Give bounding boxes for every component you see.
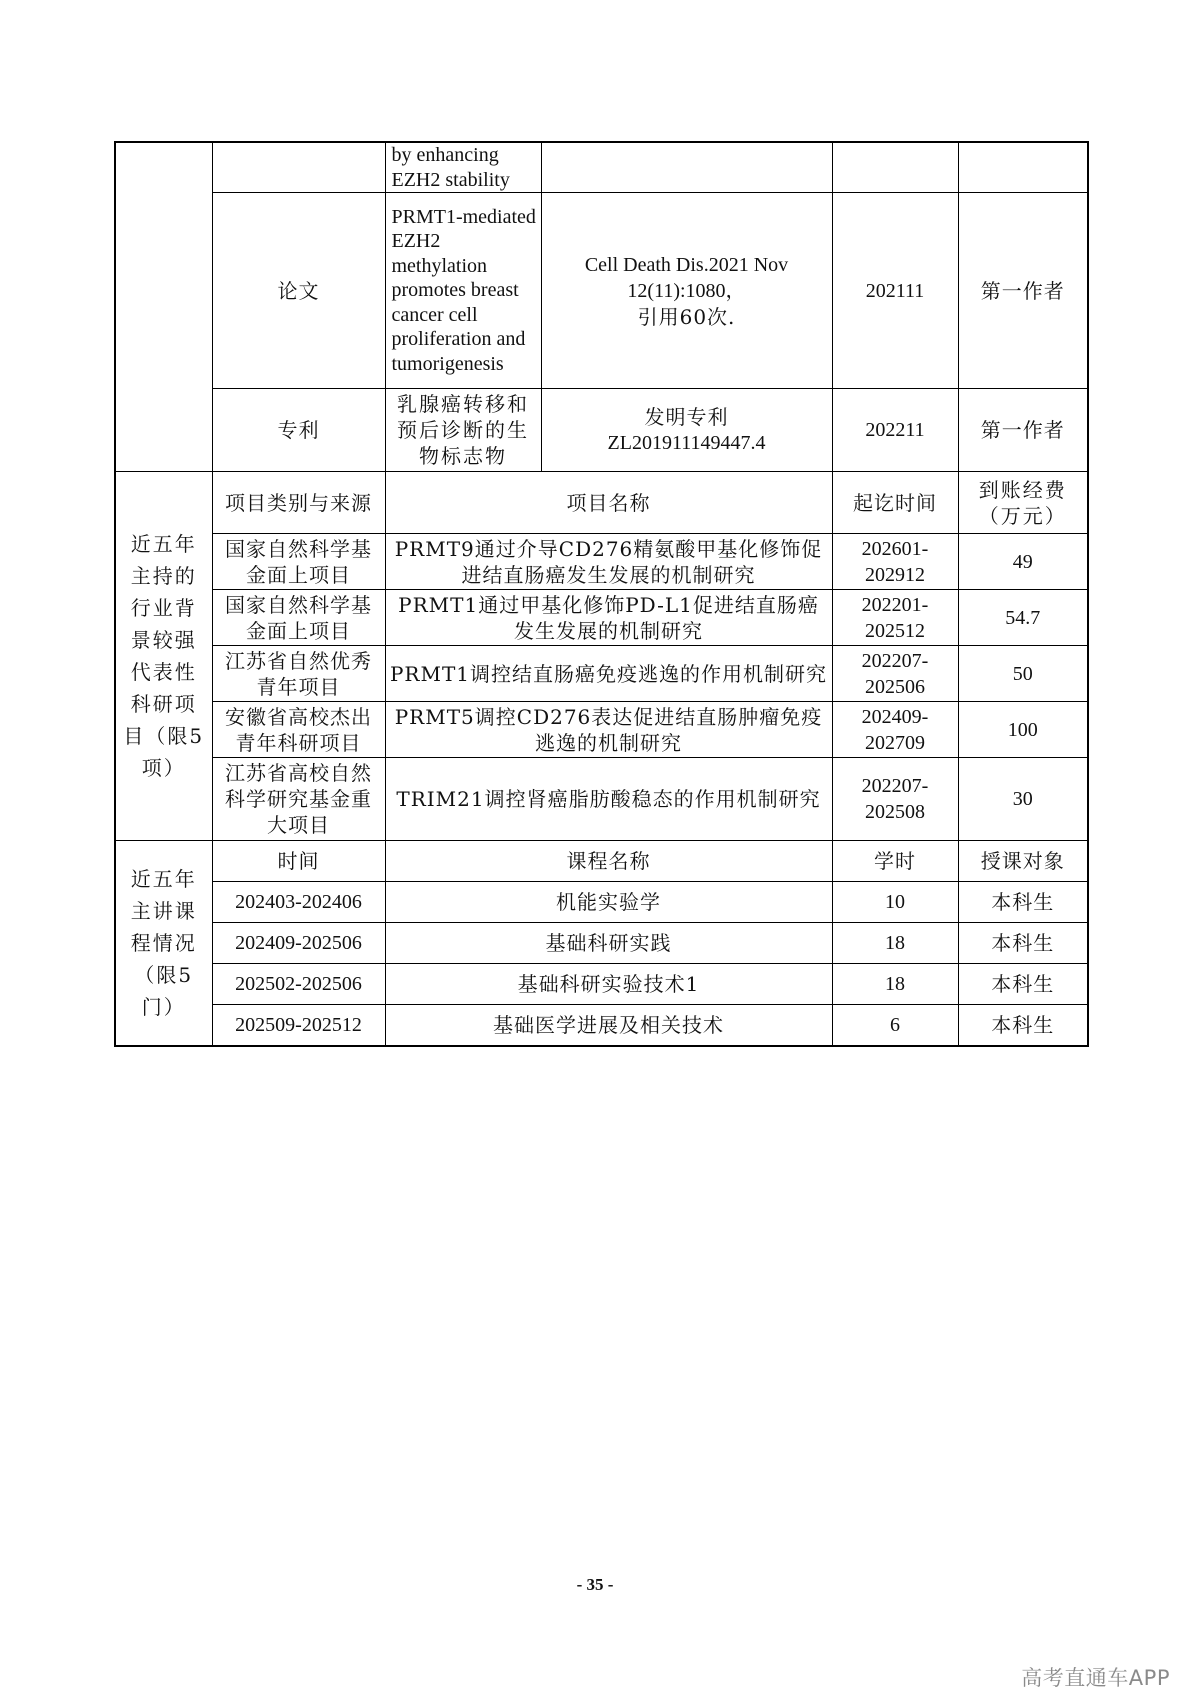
course-row	[115, 1005, 1088, 1046]
project-funding: 100	[958, 702, 1088, 758]
achievement-section-label	[115, 142, 212, 472]
projects-header-row	[115, 472, 1088, 534]
project-period: 202409-202709	[832, 702, 958, 758]
course-audience: 本科生	[958, 882, 1088, 923]
achievement-date: 202111	[832, 193, 958, 389]
header-period: 起讫时间	[832, 472, 958, 534]
course-time: 202403-202406	[212, 882, 385, 923]
achievement-source	[541, 142, 832, 193]
course-row	[115, 923, 1088, 964]
project-row	[115, 702, 1088, 758]
project-name: PRMT5调控CD276表达促进结直肠肿瘤免疫逃逸的机制研究	[385, 702, 832, 758]
course-hours: 18	[832, 964, 958, 1005]
header-audience: 授课对象	[958, 841, 1088, 882]
project-category: 江苏省自然优秀青年项目	[212, 646, 385, 702]
courses-header-row	[115, 841, 1088, 882]
achievement-row	[115, 142, 1088, 193]
page-number: - 35 -	[576, 1575, 614, 1594]
achievement-source-line: ZL201911149447.4	[607, 432, 766, 454]
course-name: 基础科研实践	[385, 923, 832, 964]
course-audience: 本科生	[958, 1005, 1088, 1046]
course-row	[115, 964, 1088, 1005]
achievement-type: 专利	[212, 389, 385, 472]
courses-section-label: 近五年主讲课程情况（限5门）	[115, 841, 212, 1046]
header-course-name: 课程名称	[385, 841, 832, 882]
course-audience: 本科生	[958, 923, 1088, 964]
course-time: 202409-202506	[212, 923, 385, 964]
watermark: 高考直通车APP	[1021, 1666, 1170, 1690]
header-funding: 到账经费（万元）	[958, 472, 1088, 534]
project-funding: 54.7	[958, 590, 1088, 646]
project-row	[115, 590, 1088, 646]
project-row	[115, 758, 1088, 841]
project-funding: 49	[958, 534, 1088, 590]
achievement-role	[958, 142, 1088, 193]
achievement-type: 论文	[212, 193, 385, 389]
header-project-name: 项目名称	[385, 472, 832, 534]
achievement-source-line: 引用60次.	[637, 304, 736, 329]
achievement-title: 乳腺癌转移和预后诊断的生物标志物	[385, 389, 541, 472]
achievement-source-line: 发明专利	[644, 405, 729, 429]
course-name: 基础科研实验技术1	[385, 964, 832, 1005]
info-table	[114, 141, 1089, 1047]
achievement-title: by enhancing EZH2 stability	[385, 142, 541, 193]
course-audience: 本科生	[958, 964, 1088, 1005]
achievement-source	[541, 193, 832, 389]
project-period: 202601-202912	[832, 534, 958, 590]
project-period: 202207-202506	[832, 646, 958, 702]
project-category: 安徽省高校杰出青年科研项目	[212, 702, 385, 758]
achievement-source-line: 12(11):1080，	[627, 279, 746, 302]
project-row	[115, 646, 1088, 702]
achievement-role: 第一作者	[958, 389, 1088, 472]
project-name: PRMT1通过甲基化修饰PD-L1促进结直肠癌发生发展的机制研究	[385, 590, 832, 646]
achievement-type	[212, 142, 385, 193]
projects-section-label: 近五年主持的行业背景较强代表性科研项目（限5项）	[115, 472, 212, 841]
achievement-date: 202211	[832, 389, 958, 472]
achievement-date	[832, 142, 958, 193]
achievement-source-line: Cell Death Dis.2021 Nov	[584, 253, 789, 276]
course-time: 202509-202512	[212, 1005, 385, 1046]
course-name: 机能实验学	[385, 882, 832, 923]
header-category: 项目类别与来源	[212, 472, 385, 534]
header-time: 时间	[212, 841, 385, 882]
project-period: 202201-202512	[832, 590, 958, 646]
course-time: 202502-202506	[212, 964, 385, 1005]
course-hours: 6	[832, 1005, 958, 1046]
project-category: 国家自然科学基金面上项目	[212, 590, 385, 646]
project-row	[115, 534, 1088, 590]
project-funding: 30	[958, 758, 1088, 841]
project-funding: 50	[958, 646, 1088, 702]
course-name: 基础医学进展及相关技术	[385, 1005, 832, 1046]
course-row	[115, 882, 1088, 923]
achievement-role: 第一作者	[958, 193, 1088, 389]
project-name: PRMT1调控结直肠癌免疫逃逸的作用机制研究	[385, 646, 832, 702]
project-category: 国家自然科学基金面上项目	[212, 534, 385, 590]
project-name: TRIM21调控肾癌脂肪酸稳态的作用机制研究	[385, 758, 832, 841]
course-hours: 10	[832, 882, 958, 923]
achievement-row	[115, 389, 1088, 472]
achievement-title: PRMT1-mediated EZH2 methylation promotes breast cancer cell proliferation and tumorigenesis	[385, 193, 541, 389]
header-hours: 学时	[832, 841, 958, 882]
project-name: PRMT9通过介导CD276精氨酸甲基化修饰促进结直肠癌发生发展的机制研究	[385, 534, 832, 590]
course-hours: 18	[832, 923, 958, 964]
project-period: 202207-202508	[832, 758, 958, 841]
achievement-row	[115, 193, 1088, 389]
achievement-source	[541, 389, 832, 472]
project-category: 江苏省高校自然科学研究基金重大项目	[212, 758, 385, 841]
